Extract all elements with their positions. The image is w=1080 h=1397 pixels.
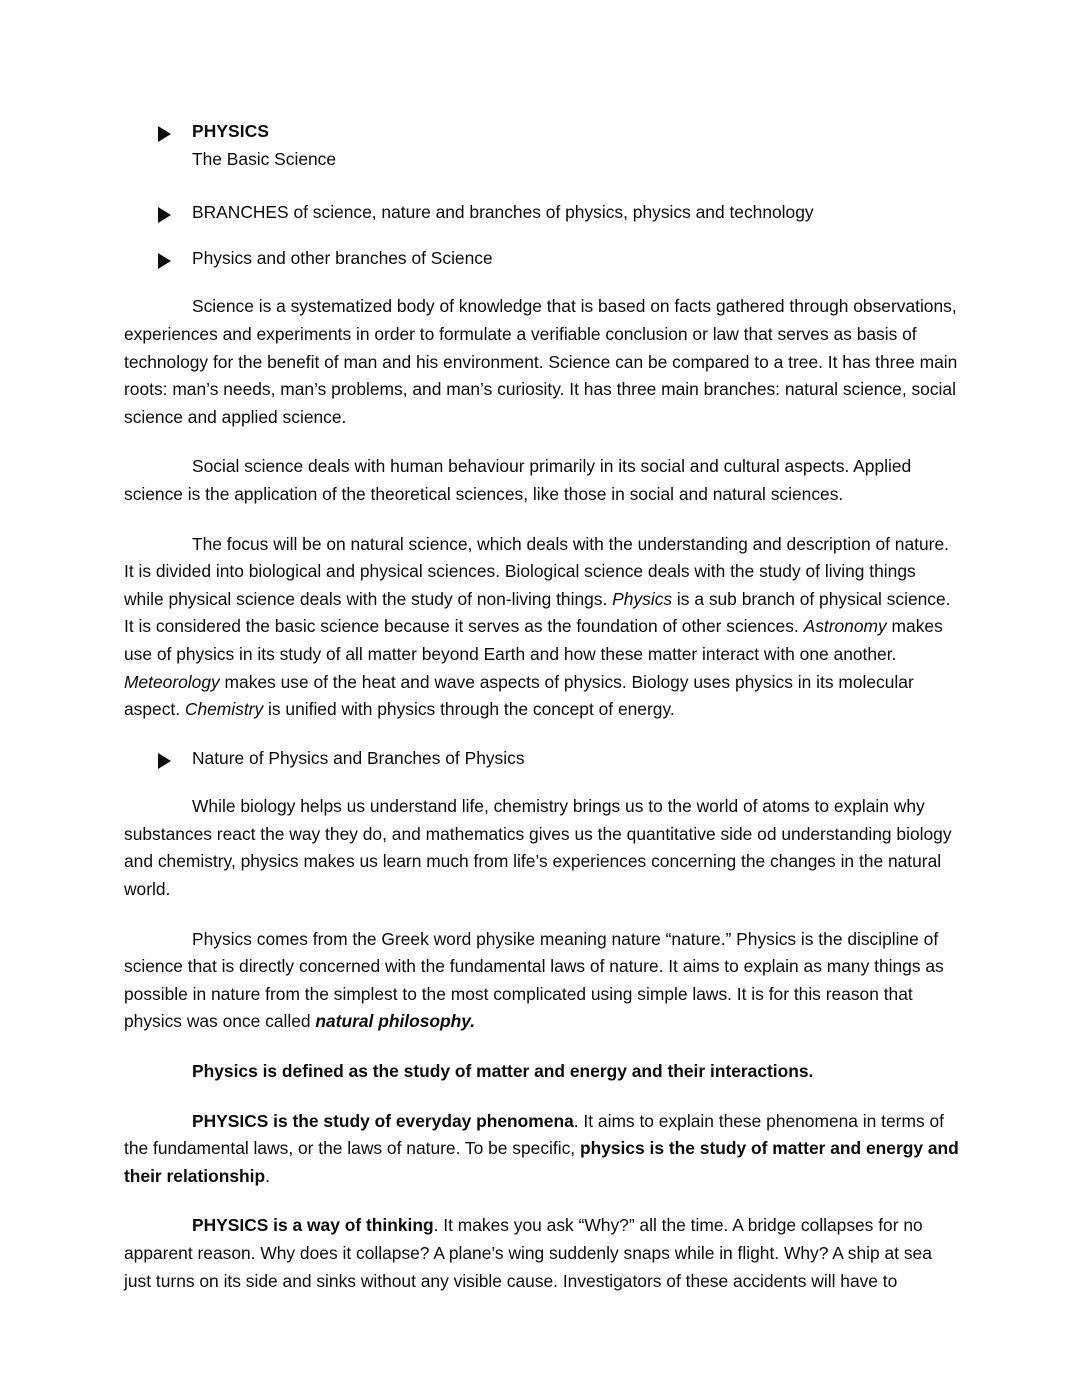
text-greek-origin-part1: Physics comes from the Greek word physike meaning nature “nature.” Physics is the discipline of science that is directly concerned with the fundamental laws of nature. It aims to explain as many things as possible in nature from the simplest to the most complicated using simple laws. It is for this reason that physics was once called xyxy=(124,928,944,1032)
text-natural-science-part5: is unified with physics through the concept of energy. xyxy=(263,699,675,720)
em-term-chemistry: Chemistry xyxy=(184,699,264,720)
paragraph-everyday-phenomena xyxy=(124,1108,960,1191)
text-way-of-thinking-part1: . It makes you ask “Why?” all the time. A bridge collapses for no apparent reason. Why does it collapse? A plane’s wing suddenly snaps while in flight. Why? A ship at sea just turns on its side and sinks without any visible cause. Investigators of these accidents will have to xyxy=(124,1215,932,1291)
spacer xyxy=(124,1036,960,1058)
bullet-label-nature-of-physics: Nature of Physics and Branches of Physics xyxy=(192,747,525,768)
paragraph-social-applied-science: Social science deals with human behaviour primarily in its social and cultural aspects. Applied science is the application of the theoretical sciences, like those in social and natural sciences. xyxy=(124,456,912,504)
strong-matter-energy-relationship: physics is the study of matter and energy and their relationship xyxy=(124,1138,959,1186)
spacer xyxy=(124,1086,960,1108)
document-body xyxy=(124,118,960,1295)
em-term-physics: Physics xyxy=(612,588,673,609)
em-term-meteorology: Meteorology xyxy=(124,671,220,692)
text-natural-science-part3: makes use of physics in its study of all matter beyond Earth and how these matter interact with one another. xyxy=(124,616,943,664)
spacer xyxy=(124,724,960,745)
triangle-bullet-icon xyxy=(158,126,171,142)
spacer xyxy=(124,272,960,293)
text-natural-science-part1: The focus will be on natural science, which deals with the understanding and description of nature. It is divided into biological and physical sciences. Biological science deals with the study of living things while physical science deals with the study of non-living things. xyxy=(124,533,949,609)
spacer xyxy=(124,904,960,926)
text-everyday-phenomena-part2: . xyxy=(265,1165,270,1186)
text-everyday-phenomena-part1: . It aims to explain these phenomena in terms of the fundamental laws, or the laws of nature. To be specific, xyxy=(124,1110,944,1159)
bullet-item-other-branches xyxy=(124,245,960,273)
triangle-bullet-icon xyxy=(158,207,171,223)
bullet-label-branches: BRANCHES of science, nature and branches of physics, physics and technology xyxy=(192,202,814,223)
paragraph-biology-chemistry: While biology helps us understand life, chemistry brings us to the world of atoms to explain why substances react the way they do, and mathematics gives us the quantitative side od understanding biology and chemistry, physics makes us learn much from life’s experiences concerning the changes in the natural world. xyxy=(124,796,952,900)
em-term-astronomy: Astronomy xyxy=(803,616,887,637)
strong-em-natural-philosophy: natural philosophy. xyxy=(315,1011,476,1032)
spacer xyxy=(124,1190,960,1212)
bullet-label-physics: PHYSICS xyxy=(192,121,270,141)
strong-physics-definition: Physics is defined as the study of matter and energy and their interactions. xyxy=(192,1061,814,1082)
paragraph-greek-origin xyxy=(124,926,960,1036)
paragraph-way-of-thinking xyxy=(124,1212,960,1295)
spacer xyxy=(124,431,960,453)
strong-everyday-phenomena: PHYSICS is the study of everyday phenomena xyxy=(192,1110,574,1131)
spacer xyxy=(124,772,960,793)
triangle-bullet-icon xyxy=(158,753,171,769)
bullet-label-other-branches: Physics and other branches of Science xyxy=(192,247,493,268)
text-natural-science-part4: makes use of the heat and wave aspects of physics. Biology uses physics in its molecular aspect. xyxy=(124,671,914,720)
spacer xyxy=(124,227,960,245)
document-subtitle: The Basic Science xyxy=(192,148,337,169)
text-natural-science-part2: is a sub branch of physical science. It is considered the basic science because it serves as the foundation of other sciences. xyxy=(124,588,951,637)
bullet-item-nature-of-physics xyxy=(124,745,960,773)
paragraph-physics-definition xyxy=(124,1058,960,1086)
paragraph-natural-science xyxy=(124,531,960,724)
strong-way-of-thinking: PHYSICS is a way of thinking xyxy=(192,1215,434,1236)
spacer xyxy=(124,509,960,531)
spacer xyxy=(124,173,960,199)
paragraph-science-definition: Science is a systematized body of knowledge that is based on facts gathered through observations, experiences and experiments in order to formulate a verifiable conclusion or law that serves as basis of technology for the benefit of man and his environment. Science can be compared to a tree. It has three main roots: man’s needs, man’s problems, and man’s curiosity. It has three main branches: natural science, social science and applied science. xyxy=(124,296,958,427)
bullet-item-physics xyxy=(124,118,960,146)
triangle-bullet-icon xyxy=(158,253,171,269)
bullet-item-branches xyxy=(124,199,960,227)
